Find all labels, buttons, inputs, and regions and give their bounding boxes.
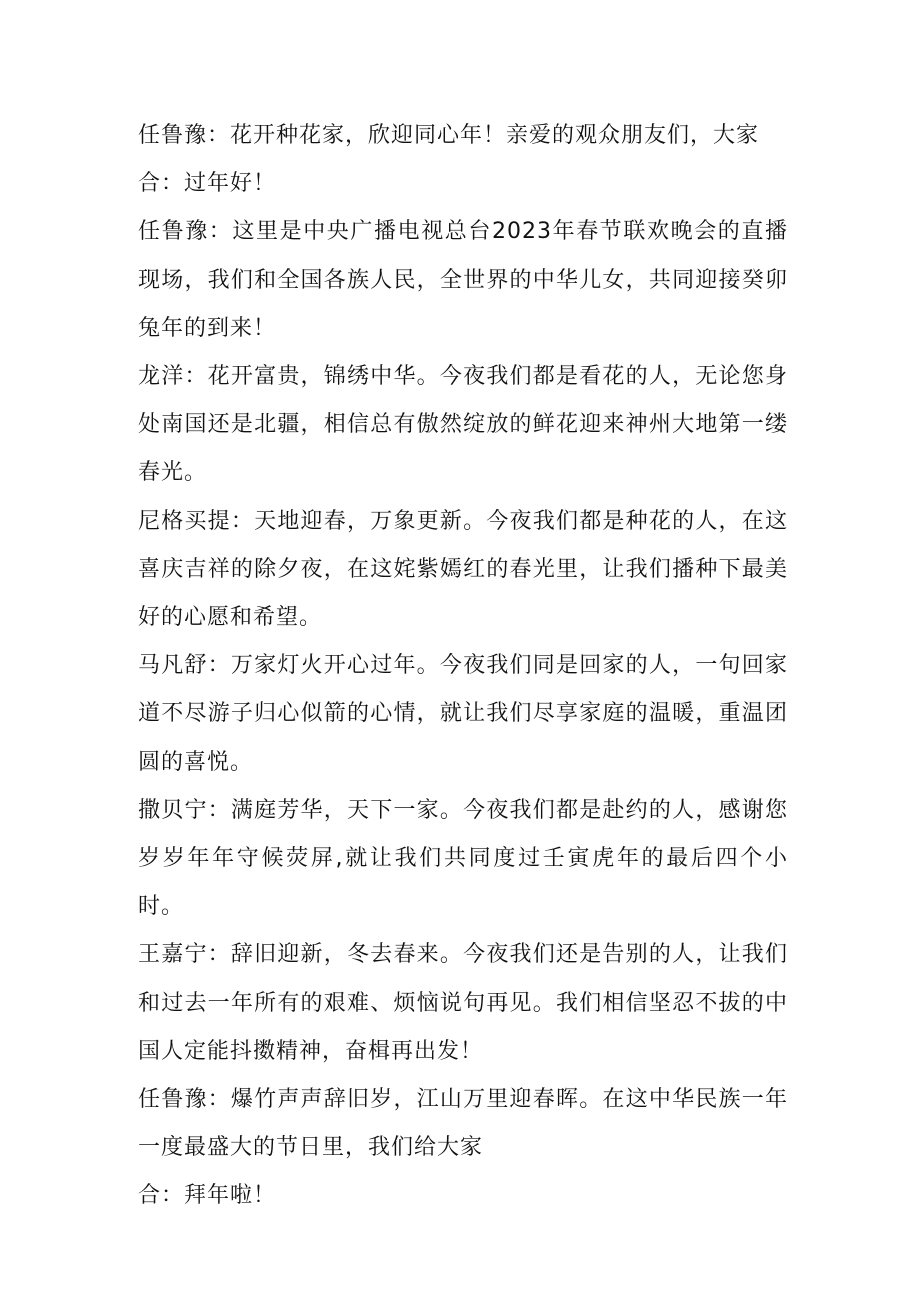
- paragraph-10: 合：拜年啦！: [138, 1183, 277, 1209]
- paragraph-4: 龙洋：花开富贵，锦绣中华。今夜我们都是看花的人，无论您身处南国还是北疆，相信总有傲然绽放的鲜花迎来神州大地第一缕春光。: [138, 364, 788, 486]
- script-body: [138, 112, 788, 1221]
- paragraph-2: 合：过年好！: [138, 171, 277, 197]
- paragraph-3: 任鲁豫：这里是中央广播电视总台2023年春节联欢晚会的直播现场，我们和全国各族人民，全世界的中华儿女，共同迎接癸卯兔年的到来！: [138, 219, 788, 341]
- paragraph-8: 王嘉宁：辞旧迎新，冬去春来。今夜我们还是告别的人，让我们和过去一年所有的艰难、烦恼说句再见。我们相信坚忍不拔的中国人定能抖擞精神，奋楫再出发！: [138, 942, 788, 1064]
- paragraph-7: 撒贝宁：满庭芳华，天下一家。今夜我们都是赴约的人，感谢您岁岁年年守候荧屏,就让我们共同度过壬寅虎年的最后四个小时。: [138, 797, 788, 920]
- paragraph-6: 马凡舒：万家灯火开心过年。今夜我们同是回家的人，一句回家道不尽游子归心似箭的心情，就让我们尽享家庭的温暖，重温团圆的喜悦。: [138, 653, 788, 775]
- paragraph-1: 任鲁豫：花开种花家，欣迎同心年！亲爱的观众朋友们，大家: [138, 123, 760, 148]
- paragraph-5: 尼格买提：天地迎春，万象更新。今夜我们都是种花的人，在这喜庆吉祥的除夕夜，在这姹紫嫣红的春光里，让我们播种下最美好的心愿和希望。: [138, 508, 788, 631]
- paragraph-9: 任鲁豫：爆竹声声辞旧岁，江山万里迎春晖。在这中华民族一年一度最盛大的节日里，我们给大家: [138, 1087, 788, 1161]
